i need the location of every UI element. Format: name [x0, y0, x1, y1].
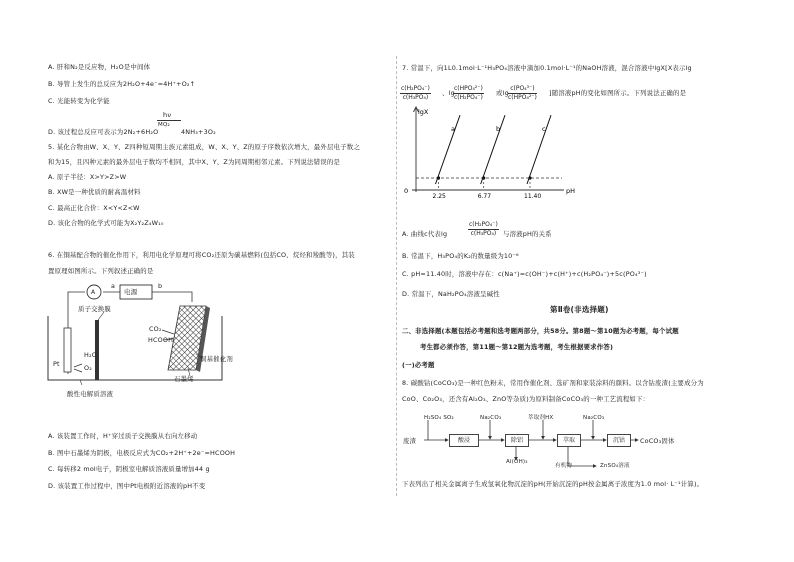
- graphene-label: 石墨烯: [174, 375, 194, 383]
- fraction-prefix-2: 、lg: [442, 89, 455, 97]
- lgx-ph-chart: [400, 106, 576, 200]
- fraction-prefix-3: 或lg: [496, 89, 509, 97]
- q7-option-d: D. 常温下，NaH₂PO₄溶液呈碱性: [402, 290, 500, 298]
- fraction-hpo4-h2po4: [453, 85, 484, 102]
- q4-option-d: D. 该过程总反应可表示为2N₂+6H₂O: [48, 128, 159, 136]
- flow-byproduct-znso4: ZnSO₄溶液: [600, 463, 630, 469]
- flow-feed: 废渣: [403, 437, 417, 445]
- section2-line2: 考生都必须作答，第11题～第12题为选考题，考生根据要求作答): [420, 343, 614, 351]
- electrolyte-label: 酸性电解质溶液: [67, 390, 114, 398]
- fraction-numerator: c(PO₄³⁻): [508, 85, 537, 94]
- flow-reagent1: H₂SO₄ SO₂: [424, 415, 454, 421]
- q8-table-intro: 下表列出了相关金属离子生成氢氧化物沉淀的pH(开始沉淀的pH按金属离子浓度为1.0 mol· L⁻¹计算)。: [402, 480, 704, 488]
- o2-label: O₂: [84, 364, 92, 372]
- flow-reagent4: Na₂CO₃: [583, 415, 605, 421]
- series-line-b: [481, 115, 505, 184]
- power-supply-label: 电源: [124, 288, 138, 296]
- flow-step-acid-leach: 酸浸: [449, 434, 479, 447]
- flow-step-extract: 萃取: [557, 434, 581, 447]
- terminal-b-label: b: [158, 282, 163, 290]
- membrane-label: 质子交换膜: [78, 305, 111, 313]
- fraction-denominator: c(H₃PO₄): [470, 230, 497, 237]
- q7-option-a-prefix: A. 曲线c代表lg: [402, 230, 448, 238]
- q7-option-b: B. 常温下，H₃PO₄的K₂的数量级为10⁻⁶: [402, 252, 519, 260]
- q7-stem-line1: 7. 常温下，向1L0.1mol·L⁻¹H₃PO₄溶液中滴加0.1mol·L⁻¹的NaOH溶液，混合溶液中lgX[X表示lg: [402, 64, 692, 72]
- y-axis-label: lgX: [418, 108, 429, 116]
- fraction-denominator: c(H₂PO₄⁻): [454, 94, 483, 101]
- q4-option-b: B. 导管上发生的总反应为2H₂O+4e⁻=4H⁺+O₂↑: [48, 80, 196, 88]
- q6-option-a: A. 该装置工作时，H⁺穿过质子交换膜从右向左移动: [48, 432, 198, 440]
- flow-product: CoCO₃固体: [640, 437, 675, 445]
- column-divider: [396, 56, 397, 496]
- fraction-denominator: c(H₃PO₄): [402, 94, 429, 101]
- flow-byproduct-aloh3: Al(OH)₃: [506, 459, 528, 465]
- q7-stem-tail: ]随溶液pH的变化如图所示。下列说法正确的是: [549, 89, 687, 97]
- co2-label: CO₂: [149, 325, 162, 333]
- q5-option-d: D. 该化合物的化学式可能为X₂Y₂Z₄W₁₀: [48, 219, 164, 227]
- flow-step-remove-al: 除铝: [505, 434, 529, 447]
- series-label-b: b: [496, 125, 501, 134]
- q6-option-d: D. 该装置工作过程中，图中Pt电极附近溶液的pH不变: [48, 482, 206, 490]
- series-line-a: [436, 115, 461, 184]
- pt-electrode: [64, 328, 71, 372]
- hcooh-label: HCOOH: [148, 336, 174, 344]
- q5-option-b: B. XW是一种优质的耐高温材料: [48, 188, 141, 196]
- q6-option-b: B. 图中石墨烯为阴极，电极反应式为CO₂+2H⁺+2e⁻=HCOOH: [48, 449, 236, 457]
- x-tick-label: 6.77: [477, 193, 492, 200]
- q7-option-a-suffix: 与溶液pH的关系: [503, 230, 552, 238]
- required-questions-label: (一)必考题: [402, 361, 435, 369]
- q6-stem-line2: 置原理如图所示。下列叙述正确的是: [48, 267, 154, 275]
- q4-option-a: A. 肝和N₂是反应物，H₂O是中间体: [48, 63, 151, 71]
- q6-stem-line1: 6. 在铜基配合物的催化作用下，利用电化学原理可将CO₂还原为碳基燃料(包括CO、烷烃和羧酸等)，其装: [48, 251, 355, 259]
- fraction-h2po4-h3po4: [400, 85, 431, 102]
- h2o-label: H₂O: [84, 351, 97, 359]
- q5-option-c: C. 最高正化合价：X<Y<Z<W: [48, 204, 140, 212]
- x-tick-label: 11.40: [524, 193, 542, 200]
- q7-option-a-fraction: [468, 221, 499, 238]
- fraction-po4-hpo4: [508, 85, 537, 102]
- q7-option-c: C. pH=11.40时，溶液中存在：c(Na⁺)=c(OH⁻)+c(H⁺)+c(H₂PO₄⁻)+5c(PO₄³⁻): [402, 270, 647, 278]
- q5-stem-line2: 和为15，且四种元素的最外层电子数均不相同，其中X、Y、Z为同周期相邻元素。下列说法错误的是: [48, 158, 341, 166]
- arrow-mid-label: MQ₂: [158, 122, 170, 128]
- origin-label: 0: [404, 187, 409, 195]
- fraction-numerator: c(H₂PO₄⁻): [401, 85, 430, 92]
- arrow-top-label: hν: [163, 111, 172, 119]
- terminal-a-label: a: [111, 282, 116, 290]
- proton-membrane: [95, 320, 99, 380]
- q8-stem-line2: CoO、Co₂O₃，还含有Al₂O₃、ZnO等杂质)为原料制备CoCO₃的一种工艺流程如下：: [402, 395, 650, 403]
- fraction-numerator: c(H₂PO₄⁻): [469, 221, 498, 228]
- q4-option-c: C. 光能转变为化学能: [48, 97, 110, 105]
- reaction-products: 4NH₃+3O₂: [181, 128, 216, 136]
- x-axis-label: pH: [566, 187, 576, 195]
- flow-step-precipitate: 沉钴: [607, 434, 631, 447]
- fraction-denominator: c(HPO₄²⁻): [508, 94, 537, 101]
- flow-byproduct-organic: 有机物: [555, 463, 573, 469]
- x-tick-label: 2.25: [432, 193, 446, 200]
- q8-stem-line1: 8. 碳酸钴(CoCO₃)是一种红色粉末，常用作催化剂、选矿剂和家装涂料的颜料。以含钴废渣(主要成分为: [402, 379, 704, 387]
- catalyst-label: 铜基催化剂: [200, 355, 233, 363]
- pt-label: Pt: [53, 360, 60, 368]
- section2-line1: 二、非选择题(本题包括必考题和选考题两部分，共58分。第8题～第10题为必考题，每个试题: [402, 327, 679, 335]
- q6-option-c: C. 每转移2 mol电子，阴极室电解质溶液质量增加44 g: [48, 465, 210, 473]
- section-title: 第Ⅱ卷(非选择题): [550, 305, 609, 314]
- series-label-a: a: [451, 125, 455, 134]
- series-label-c: c: [542, 125, 546, 134]
- series-line-c: [527, 115, 551, 184]
- electrolysis-apparatus-diagram: [40, 276, 240, 388]
- q5-stem-line1: 5. 某化合物由W、X、Y、Z四种短周期主族元素组成，W、X、Y、Z的原子序数依次增大，最外层电子数之: [48, 143, 360, 151]
- ammeter-label: A: [91, 289, 96, 296]
- q5-option-a: A. 原子半径：X>Y>Z>W: [48, 173, 127, 181]
- fraction-numerator: c(HPO₄²⁻): [454, 85, 483, 92]
- flow-reagent3: 萃取剂HX: [528, 415, 554, 421]
- flow-reagent2: Na₂CO₃: [480, 415, 502, 421]
